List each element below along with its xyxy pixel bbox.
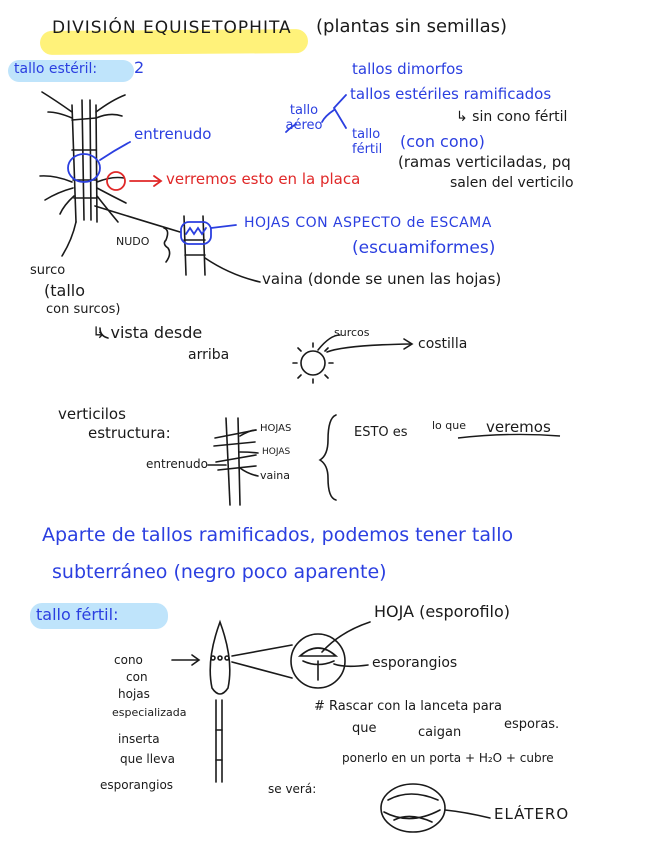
- spore-drawing: [381, 784, 490, 832]
- sporophyll-drawing: [291, 622, 370, 688]
- grooved-stem-line1: (tallo: [44, 281, 85, 300]
- spores-fall-a: que: [352, 721, 377, 736]
- rib-label: costilla: [418, 336, 468, 352]
- scrape-step: # Rascar con la lanceta para: [314, 699, 502, 714]
- top-view-line1: ↳ vista desde: [92, 323, 203, 342]
- spores-fall-b: caigan: [418, 725, 462, 740]
- whorl-title-line1: verticilos: [58, 405, 126, 423]
- underground-line1: Aparte de tallos ramificados, podemos tener tallo: [42, 524, 514, 546]
- page-title: DIVISIÓN EQUISETOPHITA: [52, 18, 292, 38]
- scale-leaves-note: HOJAS CON ASPECTO de ESCAMA: [244, 215, 492, 231]
- sterile-stem-label: tallo estéril:: [14, 61, 98, 77]
- will-see-label: se verá:: [268, 782, 317, 796]
- top-view-line2: arriba: [188, 347, 230, 363]
- whorl-title-line2: estructura:: [88, 424, 171, 442]
- cone-desc-2: con: [126, 670, 148, 684]
- plate-note: verremos esto en la placa: [166, 170, 361, 188]
- whorled-branches-note: (ramas verticiladas, pq: [398, 153, 571, 171]
- sterile-count: 2: [134, 58, 145, 77]
- whorl-origin-note: salen del verticilo: [450, 175, 574, 191]
- whorl-leaves-2: HOJAS: [262, 447, 291, 457]
- what-we-see-b: lo que: [432, 419, 467, 432]
- cone-desc-5: inserta: [118, 732, 160, 746]
- sporangia-label: esporangios: [372, 655, 458, 671]
- fertile-stem-drawing: [172, 622, 292, 782]
- dimorphic-stems: tallos dimorfos: [352, 60, 464, 78]
- cone-desc-3: hojas: [118, 687, 150, 701]
- fertile-stem-label: tallo fértil:: [36, 605, 119, 624]
- grooves-label: surcos: [334, 326, 370, 339]
- cone-desc-4: especializada: [112, 706, 187, 719]
- elater-label: ELÁTERO: [494, 805, 570, 823]
- fertile-stem-note: tallo fértil: [352, 127, 383, 157]
- what-we-see-a: ESTO es: [354, 425, 408, 440]
- plate-circle: [107, 172, 161, 190]
- internode-label: entrenudo: [134, 125, 212, 143]
- cone-desc-7: esporangios: [100, 778, 174, 792]
- groove-label: surco: [30, 263, 66, 278]
- mount-step: ponerlo en un porta + H₂O + cubre: [342, 751, 554, 765]
- whorl-sheath: vaina: [260, 469, 291, 482]
- squamiform-note: (escuamiformes): [352, 238, 496, 258]
- with-cone-note: (con cono): [400, 132, 485, 151]
- page-subtitle: (plantas sin semillas): [316, 16, 508, 37]
- what-we-see-c: veremos: [486, 418, 551, 436]
- node-label: NUDO: [116, 235, 150, 248]
- cone-desc-1: cono: [114, 653, 143, 667]
- sheath-note: vaina (donde se unen las hojas): [262, 270, 502, 288]
- spores-fall-c: esporas.: [504, 717, 560, 732]
- sporophyll-label: HOJA (esporofilo): [374, 602, 511, 621]
- whorl-leaves-1: HOJAS: [260, 423, 292, 434]
- aerial-stem-label: tallo aéreo: [285, 103, 323, 133]
- underground-line2: subterráneo (negro poco aparente): [52, 561, 387, 583]
- branched-stems: tallos estériles ramificados: [350, 85, 552, 103]
- cone-desc-6: que lleva: [120, 752, 175, 766]
- grooved-stem-line2: con surcos): [46, 302, 121, 317]
- whorl-internode: entrenudo: [146, 457, 208, 471]
- no-fertile-cone: ↳ sin cono fértil: [456, 109, 568, 125]
